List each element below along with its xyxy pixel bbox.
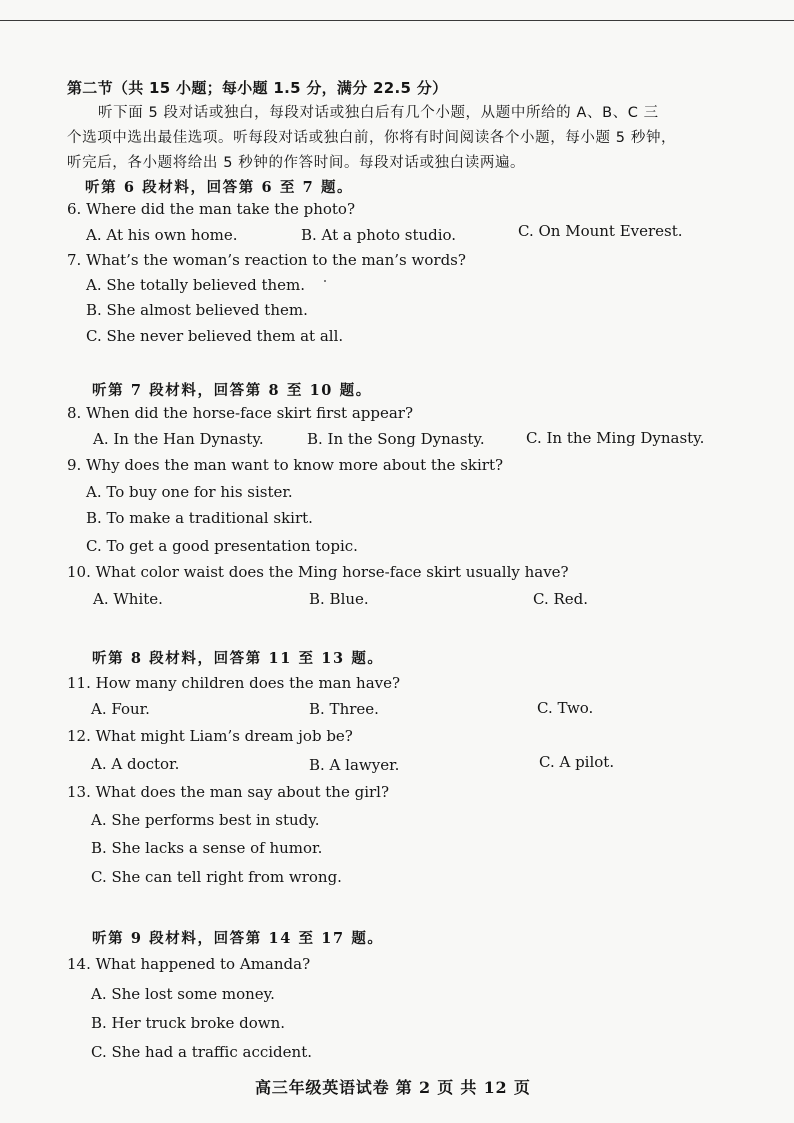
option-c: C. She can tell right from wrong. — [91, 868, 342, 886]
option-c: C. In the Ming Dynasty. — [526, 429, 705, 447]
group-instruction: 听第 8 段材料，回答第 11 至 13 题。 — [92, 650, 384, 667]
option-a: A. She lost some money. — [91, 985, 275, 1003]
question-10: 10. What color waist does the Ming horse-face skirt usually have? — [67, 563, 569, 581]
option-a: A. Four. — [91, 700, 150, 718]
option-a: A. To buy one for his sister. — [86, 483, 293, 501]
option-b: B. To make a traditional skirt. — [86, 509, 313, 527]
option-b: B. A lawyer. — [309, 756, 400, 774]
group-instruction: 听第 6 段材料，回答第 6 至 7 题。 — [85, 179, 354, 196]
option-b: B. Three. — [309, 700, 379, 718]
option-a: A. She totally believed them. — [86, 276, 306, 294]
option-c: C. A pilot. — [539, 753, 615, 771]
option-c: C. Two. — [537, 699, 594, 717]
option-b: B. She almost believed them. — [86, 301, 308, 319]
option-b: B. She lacks a sense of humor. — [91, 839, 323, 857]
question-12: 12. What might Liam’s dream job be? — [67, 727, 353, 745]
instruction-line-3: 听完后，各小题将给出 5 秒钟的作答时间。每段对话或独白读两遍。 — [67, 155, 526, 171]
section-heading: 第二节（共 15 小题；每小题 1.5 分，满分 22.5 分） — [67, 79, 448, 97]
option-a: A. White. — [93, 590, 163, 608]
instruction-line-2: 个选项中选出最佳选项。听每段对话或独白前，你将有时间阅读各个小题，每小题 5 秒钟， — [67, 130, 677, 146]
option-b: B. Blue. — [309, 590, 369, 608]
option-a: A. At his own home. — [86, 226, 238, 244]
question-8: 8. When did the horse-face skirt first appear? — [67, 404, 414, 422]
speck-mark — [324, 280, 326, 282]
question-14: 14. What happened to Amanda? — [67, 955, 311, 973]
page-footer: 高三年级英语试卷 第 2 页 共 12 页 — [255, 1078, 531, 1097]
option-a: A. In the Han Dynasty. — [93, 430, 264, 448]
option-b: B. In the Song Dynasty. — [307, 430, 485, 448]
instruction-line-1: 听下面 5 段对话或独白，每段对话或独白后有几个小题，从题中所给的 A、B、C 三 — [98, 105, 659, 121]
option-a: A. She performs best in study. — [91, 811, 320, 829]
question-11: 11. How many children does the man have? — [67, 674, 401, 692]
option-c: C. She never believed them at all. — [86, 327, 344, 345]
option-b: B. Her truck broke down. — [91, 1014, 286, 1032]
option-c: C. Red. — [533, 590, 589, 608]
question-13: 13. What does the man say about the girl? — [67, 783, 390, 801]
question-9: 9. Why does the man want to know more about the skirt? — [67, 456, 504, 474]
group-instruction: 听第 9 段材料，回答第 14 至 17 题。 — [92, 930, 384, 947]
option-b: B. At a photo studio. — [301, 226, 457, 244]
question-6: 6. Where did the man take the photo? — [67, 200, 355, 218]
question-7: 7. What’s the woman’s reaction to the man’s words? — [67, 251, 466, 269]
option-a: A. A doctor. — [91, 755, 180, 773]
top-rule — [0, 20, 794, 21]
group-instruction: 听第 7 段材料，回答第 8 至 10 题。 — [92, 382, 372, 399]
option-c: C. On Mount Everest. — [518, 222, 683, 240]
option-c: C. She had a traffic accident. — [91, 1043, 312, 1061]
option-c: C. To get a good presentation topic. — [86, 537, 358, 555]
